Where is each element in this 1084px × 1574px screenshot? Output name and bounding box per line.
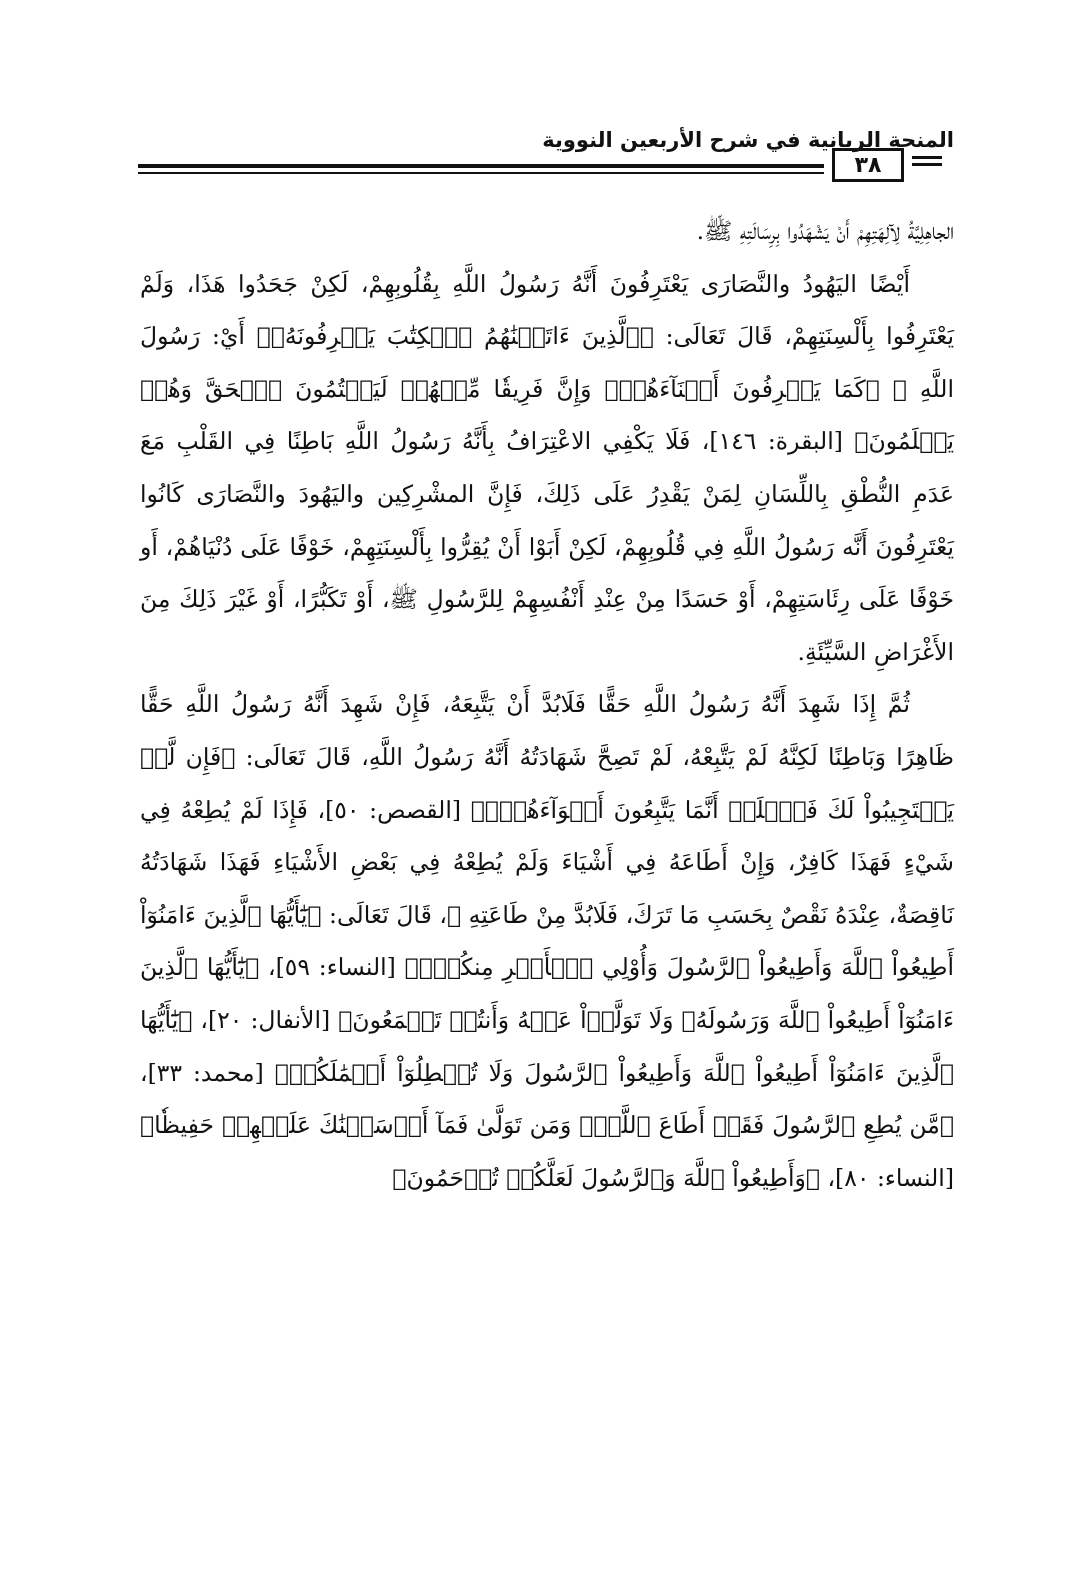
- paragraph-continuation: الجاهِلِيَّةُ لِآلِهَتِهِمْ أَنْ يَشْهَدُوا بِرِسَالَتِهِ ﷺ.: [696, 217, 954, 245]
- header-rule-thin: [138, 172, 824, 174]
- paragraph-acknowledgement: أَيْضًا اليَهُودُ والنَّصَارَى يَعْتَرِفُونَ أَنَّهُ رَسُولُ اللَّهِ بِقُلُوبِهِمْ، لَكِنْ جَحَدُوا هَذَا، وَلَمْ يَعْتَرِفُوا بِأَلْسِنَتِهِمْ، قَالَ تَعَالَى: ﴿ٱلَّذِينَ ءَاتَيۡنَٰهُمُ ٱلۡكِتَٰبَ يَعۡرِفُونَهُۥ﴾ أَيْ: رَسُولَ اللَّهِ ﷺ ﴿كَمَا يَعۡرِفُونَ أَبۡنَآءَهُمۡۖ وَإِنَّ فَرِيقٗا مِّنۡهُمۡ لَيَكۡتُمُونَ ٱلۡحَقَّ وَهُمۡ يَعۡلَمُونَ﴾ [البقرة: ١٤٦]، فَلَا يَكْفِي الاعْتِرَافُ بِأَنَّهُ رَسُولُ اللَّهِ بَاطِنًا فِي القَلْبِ مَعَ عَدَمِ النُّطْقِ بِاللِّسَانِ لِمَنْ يَقْدِرُ عَلَى ذَلِكَ، فَإِنَّ المشْرِكِين واليَهُودَ والنَّصَارَى كَانُوا يَعْتَرِفُونَ أَنَّه رَسُولُ اللَّهِ فِي قُلُوبِهِمْ، لَكِنْ أَبَوْا أَنْ يُقِرُّوا بِأَلْسِنَتِهِمْ، خَوْفًا عَلَى دُنْيَاهُمْ، أَو خَوْفًا عَلَى رِئَاسَتِهِمْ، أَوْ حَسَدًا مِنْ عِنْدِ أَنْفُسِهِمْ لِلرَّسُولِ ﷺ، أَوْ تَكَبُّرًا، أَوْ غَيْرَ ذَلِكَ مِنَ الأَغْرَاضِ السَّيِّئَةِ.: [140, 269, 954, 666]
- header-rule-thick: [138, 164, 824, 168]
- header-ornament-dashes: [912, 156, 942, 176]
- body-text: [140, 205, 954, 1365]
- paragraph-obedience: ثُمَّ إِذَا شَهِدَ أَنَّهُ رَسُولُ اللَّهِ حَقًّا فَلَابُدَّ أَنْ يَتَّبِعَهُ، فَإِنْ شَهِدَ أَنَّهُ رَسُولُ اللَّهِ حَقًّا ظَاهِرًا وَبَاطِنًا لَكِنَّهُ لَمْ يَتَّبِعْهُ، لَمْ تَصِحَّ شَهَادَتُهُ أَنَّهُ رَسُولُ اللَّهِ، قَالَ تَعَالَى: ﴿فَإِن لَّمۡ يَسۡتَجِيبُواْ لَكَ فَٱعۡلَمۡ أَنَّمَا يَتَّبِعُونَ أَهۡوَآءَهُمۡۚ﴾ [القصص: ٥٠]، فَإِذَا لَمْ يُطِعْهُ فِي شَيْءٍ فَهَذَا كَافِرٌ، وَإِنْ أَطَاعَهُ فِي أَشْيَاءَ وَلَمْ يُطِعْهُ فِي بَعْضِ الأَشْيَاءِ فَهَذَا شَهَادَتُهُ نَاقِصَةٌ، عِنْدَهُ نَقْصٌ بِحَسَبِ مَا تَرَكَ، فَلَابُدَّ مِنْ طَاعَتِهِ ﷺ، قَالَ تَعَالَى: ﴿يَٰٓأَيُّهَا ٱلَّذِينَ ءَامَنُوٓاْ أَطِيعُواْ ٱللَّهَ وَأَطِيعُواْ ٱلرَّسُولَ وَأُوْلِي ٱلۡأَمۡرِ مِنكُمۡۖ﴾ [النساء: ٥٩]، ﴿يَٰٓأَيُّهَا ٱلَّذِينَ ءَامَنُوٓاْ أَطِيعُواْ ٱللَّهَ وَرَسُولَهُۥ وَلَا تَوَلَّوۡاْ عَنۡهُ وَأَنتُمۡ تَسۡمَعُونَ﴾ [الأنفال: ٢٠]، ﴿يَٰٓأَيُّهَا ٱلَّذِينَ ءَامَنُوٓاْ أَطِيعُواْ ٱللَّهَ وَأَطِيعُواْ ٱلرَّسُولَ وَلَا تُبۡطِلُوٓاْ أَعۡمَٰلَكُمۡ﴾ [محمد: ٣٣]، ﴿مَّن يُطِعِ ٱلرَّسُولَ فَقَدۡ أَطَاعَ ٱللَّهَۖ وَمَن تَوَلَّىٰ فَمَآ أَرۡسَلۡنَٰكَ عَلَيۡهِمۡ حَفِيظٗا﴾ [النساء: ٨٠]، ﴿وَأَطِيعُواْ ٱللَّهَ وَٱلرَّسُولَ لَعَلَّكُمۡ تُرۡحَمُونَ﴾: [140, 690, 955, 1192]
- page-number: ٣٨: [832, 148, 904, 182]
- running-title: المنحة الربانية في شرح الأربعين النووية: [542, 128, 954, 152]
- page-header: [138, 118, 954, 188]
